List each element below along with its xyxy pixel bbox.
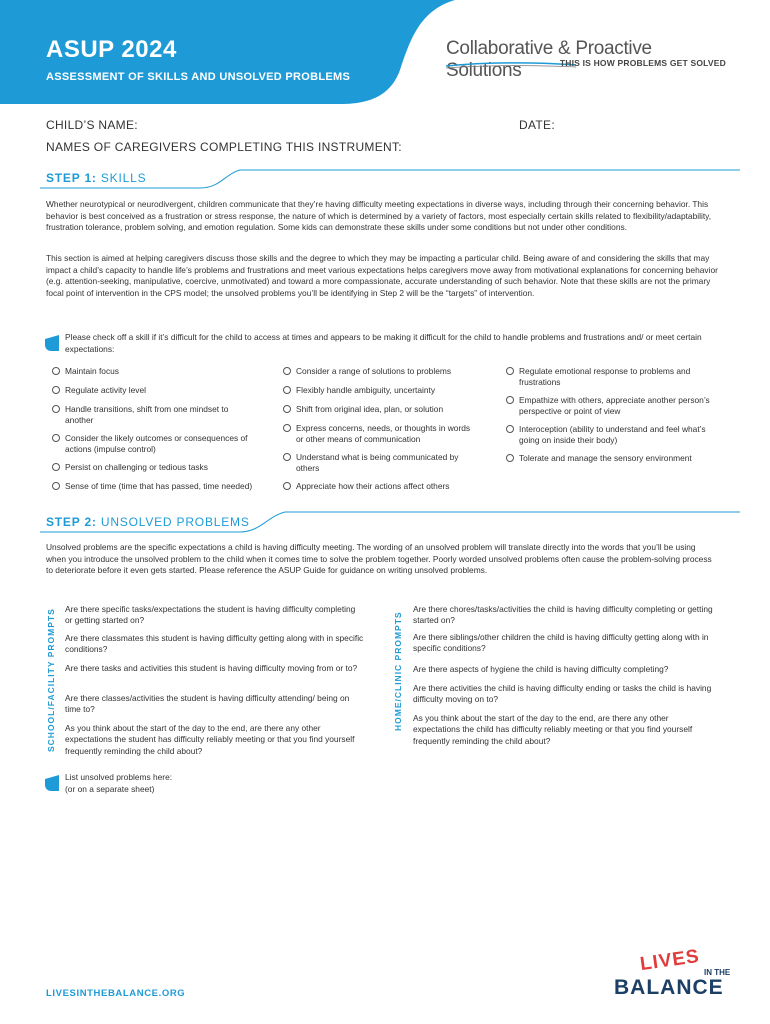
skill-checkbox[interactable] xyxy=(52,434,60,442)
caregivers-label: NAMES OF CAREGIVERS COMPLETING THIS INSTRUMENT: xyxy=(46,140,402,154)
home-prompt: Are there chores/tasks/activities the child is having difficulty completing or getting started on? xyxy=(413,604,713,626)
skill-checkbox[interactable] xyxy=(52,367,60,375)
step1-underline xyxy=(40,168,740,192)
home-prompts-label: HOME/CLINIC PROMPTS xyxy=(393,611,403,731)
skill-label: Handle transitions, shift from one mindset to another xyxy=(65,404,229,425)
lives-in-the-balance-logo xyxy=(612,945,732,1000)
skill-checkbox[interactable] xyxy=(52,463,60,471)
skill-label: Appreciate how their actions affect others xyxy=(296,481,450,491)
step1-paragraph-1: Whether neurotypical or neurodivergent, children communicate that they’re having difficulty meeting expectations in diverse ways, including through their concerning behavior. This behavior is best conceived as a frustration or stress response, the nature of which is determined by a variety of factors, most especially certain skills related to flexibility/adaptability, frustration tolerance, problem solving, and emotion regulation. Some kids can demonstrate these skills under some conditions but not under other conditions. xyxy=(46,199,712,233)
skill-checkbox[interactable] xyxy=(506,396,514,404)
website-link[interactable]: LIVESINTHEBALANCE.ORG xyxy=(46,988,186,999)
skill-checkbox[interactable] xyxy=(506,367,514,375)
skill-label: Sense of time (time that has passed, time needed) xyxy=(65,481,253,491)
skill-checkbox[interactable] xyxy=(52,405,60,413)
skill-label: Regulate emotional response to problems and frustrations xyxy=(519,366,691,387)
logo-text: Collaborative & Proactive Solutions xyxy=(446,38,652,81)
skill-label: Understand what is being communicated by others xyxy=(296,452,459,473)
pointer-icon xyxy=(45,775,59,791)
logo-balance: BALANCE xyxy=(614,976,724,999)
skill-label: Flexibly handle ambiguity, uncertainty xyxy=(296,385,436,395)
skill-checkbox[interactable] xyxy=(283,453,291,461)
page-subtitle: ASSESSMENT OF SKILLS AND UNSOLVED PROBLEMS xyxy=(46,71,351,83)
skill-checkbox[interactable] xyxy=(283,405,291,413)
page-title: ASUP 2024 xyxy=(46,36,177,63)
school-prompt: Are there classmates this student is having difficulty getting along with in specific conditions? xyxy=(65,633,364,655)
logo-lives: LIVES xyxy=(638,945,702,976)
skill-label: Tolerate and manage the sensory environment xyxy=(519,453,692,463)
date-label: DATE: xyxy=(519,118,555,132)
skill-label: Consider a range of solutions to problems xyxy=(296,366,452,376)
skill-checkbox[interactable] xyxy=(283,424,291,432)
school-prompts-label: SCHOOL/FACILITY PROMPTS xyxy=(46,608,56,752)
home-prompt: Are there activities the child is having difficulty ending or tasks the child is having difficulty moving on to? xyxy=(413,683,712,705)
skill-label: Maintain focus xyxy=(65,366,119,376)
skill-label: Interoception (ability to understand and feel what’s going on inside their body) xyxy=(519,424,706,445)
pointer-icon xyxy=(45,335,59,351)
logo-tagline: THIS IS HOW PROBLEMS GET SOLVED xyxy=(559,58,726,68)
home-prompt: As you think about the start of the day to the end, are there any other expectations the child has difficulty reliably meeting or that you find yourself frequently reminding the child about? xyxy=(413,713,693,746)
step2-label: STEP 2: xyxy=(46,515,97,529)
school-prompt: Are there classes/activities the student is having difficulty attending/ being on time to? xyxy=(65,693,350,715)
skill-checkbox[interactable] xyxy=(52,386,60,394)
skill-checkbox[interactable] xyxy=(283,367,291,375)
cps-logo xyxy=(446,38,728,81)
school-prompt: As you think about the start of the day to the end, are there any other expectations the student has difficulty reliably meeting or that you find yourself frequently reminding the child about? xyxy=(65,723,355,756)
child-name-label: CHILD’S NAME: xyxy=(46,118,138,132)
step2-underline xyxy=(40,510,740,536)
skill-checkbox[interactable] xyxy=(283,482,291,490)
skill-label: Consider the likely outcomes or consequences of actions (impulse control) xyxy=(65,433,248,454)
step1-label: STEP 1: xyxy=(46,171,97,185)
home-prompt: Are there aspects of hygiene the child is having difficulty completing? xyxy=(413,664,669,674)
list-unsolved-label: List unsolved problems here: xyxy=(65,772,173,782)
skill-label: Shift from original idea, plan, or solution xyxy=(296,404,444,414)
logo-swoosh-icon xyxy=(446,60,576,70)
skill-label: Express concerns, needs, or thoughts in words or other means of communication xyxy=(296,423,471,444)
step1-paragraph-2: This section is aimed at helping caregivers discuss those skills and the degree to which they may be impacting a particular child. Being aware of and considering the skills that may impact a child’s capacity to handle life’s problems and frustrations and meet various expectations helps caregivers move away from motivational explanations for concerning behavior (e.g. attention-seeking, manipulative, coercive, unmotivated) and toward a more compassionate, accurate understanding of such behavior. Note that these skills are not the primary focal point of intervention in the CPS model; the unsolved problems you’ll be identifying in Step 2 will be the “targets” of intervention. xyxy=(46,253,718,298)
logo-in-the: IN THE xyxy=(704,968,731,977)
skill-checkbox[interactable] xyxy=(506,454,514,462)
home-prompt: Are there siblings/other children the child is having difficulty getting along with in specific conditions? xyxy=(413,632,709,654)
step2-title: UNSOLVED PROBLEMS xyxy=(100,515,250,529)
skill-checkbox[interactable] xyxy=(506,425,514,433)
skill-label: Persist on challenging or tedious tasks xyxy=(65,462,208,472)
skill-checkbox[interactable] xyxy=(52,482,60,490)
school-prompt: Are there specific tasks/expectations the student is having difficulty completing or getting started on? xyxy=(65,604,356,626)
step2-paragraph: Unsolved problems are the specific expectations a child is having difficulty meeting. The wording of an unsolved problem will translate directly into the words that you’ll be using when you introduce the unsolved problem to the child when it comes time to solve the problem together. Poorly worded unsolved problems often cause the problem-solving process to deteriorate before it even gets started. Please reference the ASUP Guide for guidance on writing unsolved problems. xyxy=(46,542,712,576)
list-unsolved-sublabel: (or on a separate sheet) xyxy=(65,784,155,794)
skill-checkbox[interactable] xyxy=(283,386,291,394)
skill-label: Regulate activity level xyxy=(65,385,146,395)
skill-label: Empathize with others, appreciate another person’s perspective or point of view xyxy=(519,395,710,416)
step1-title: SKILLS xyxy=(100,171,147,185)
step1-instruction: Please check off a skill if it’s difficult for the child to access at times and appears to be making it difficult for the child to handle problems and frustrations and/ or meet certain expectations: xyxy=(65,332,702,354)
school-prompt: Are there tasks and activities this student is having difficulty moving from or to? xyxy=(65,663,358,673)
